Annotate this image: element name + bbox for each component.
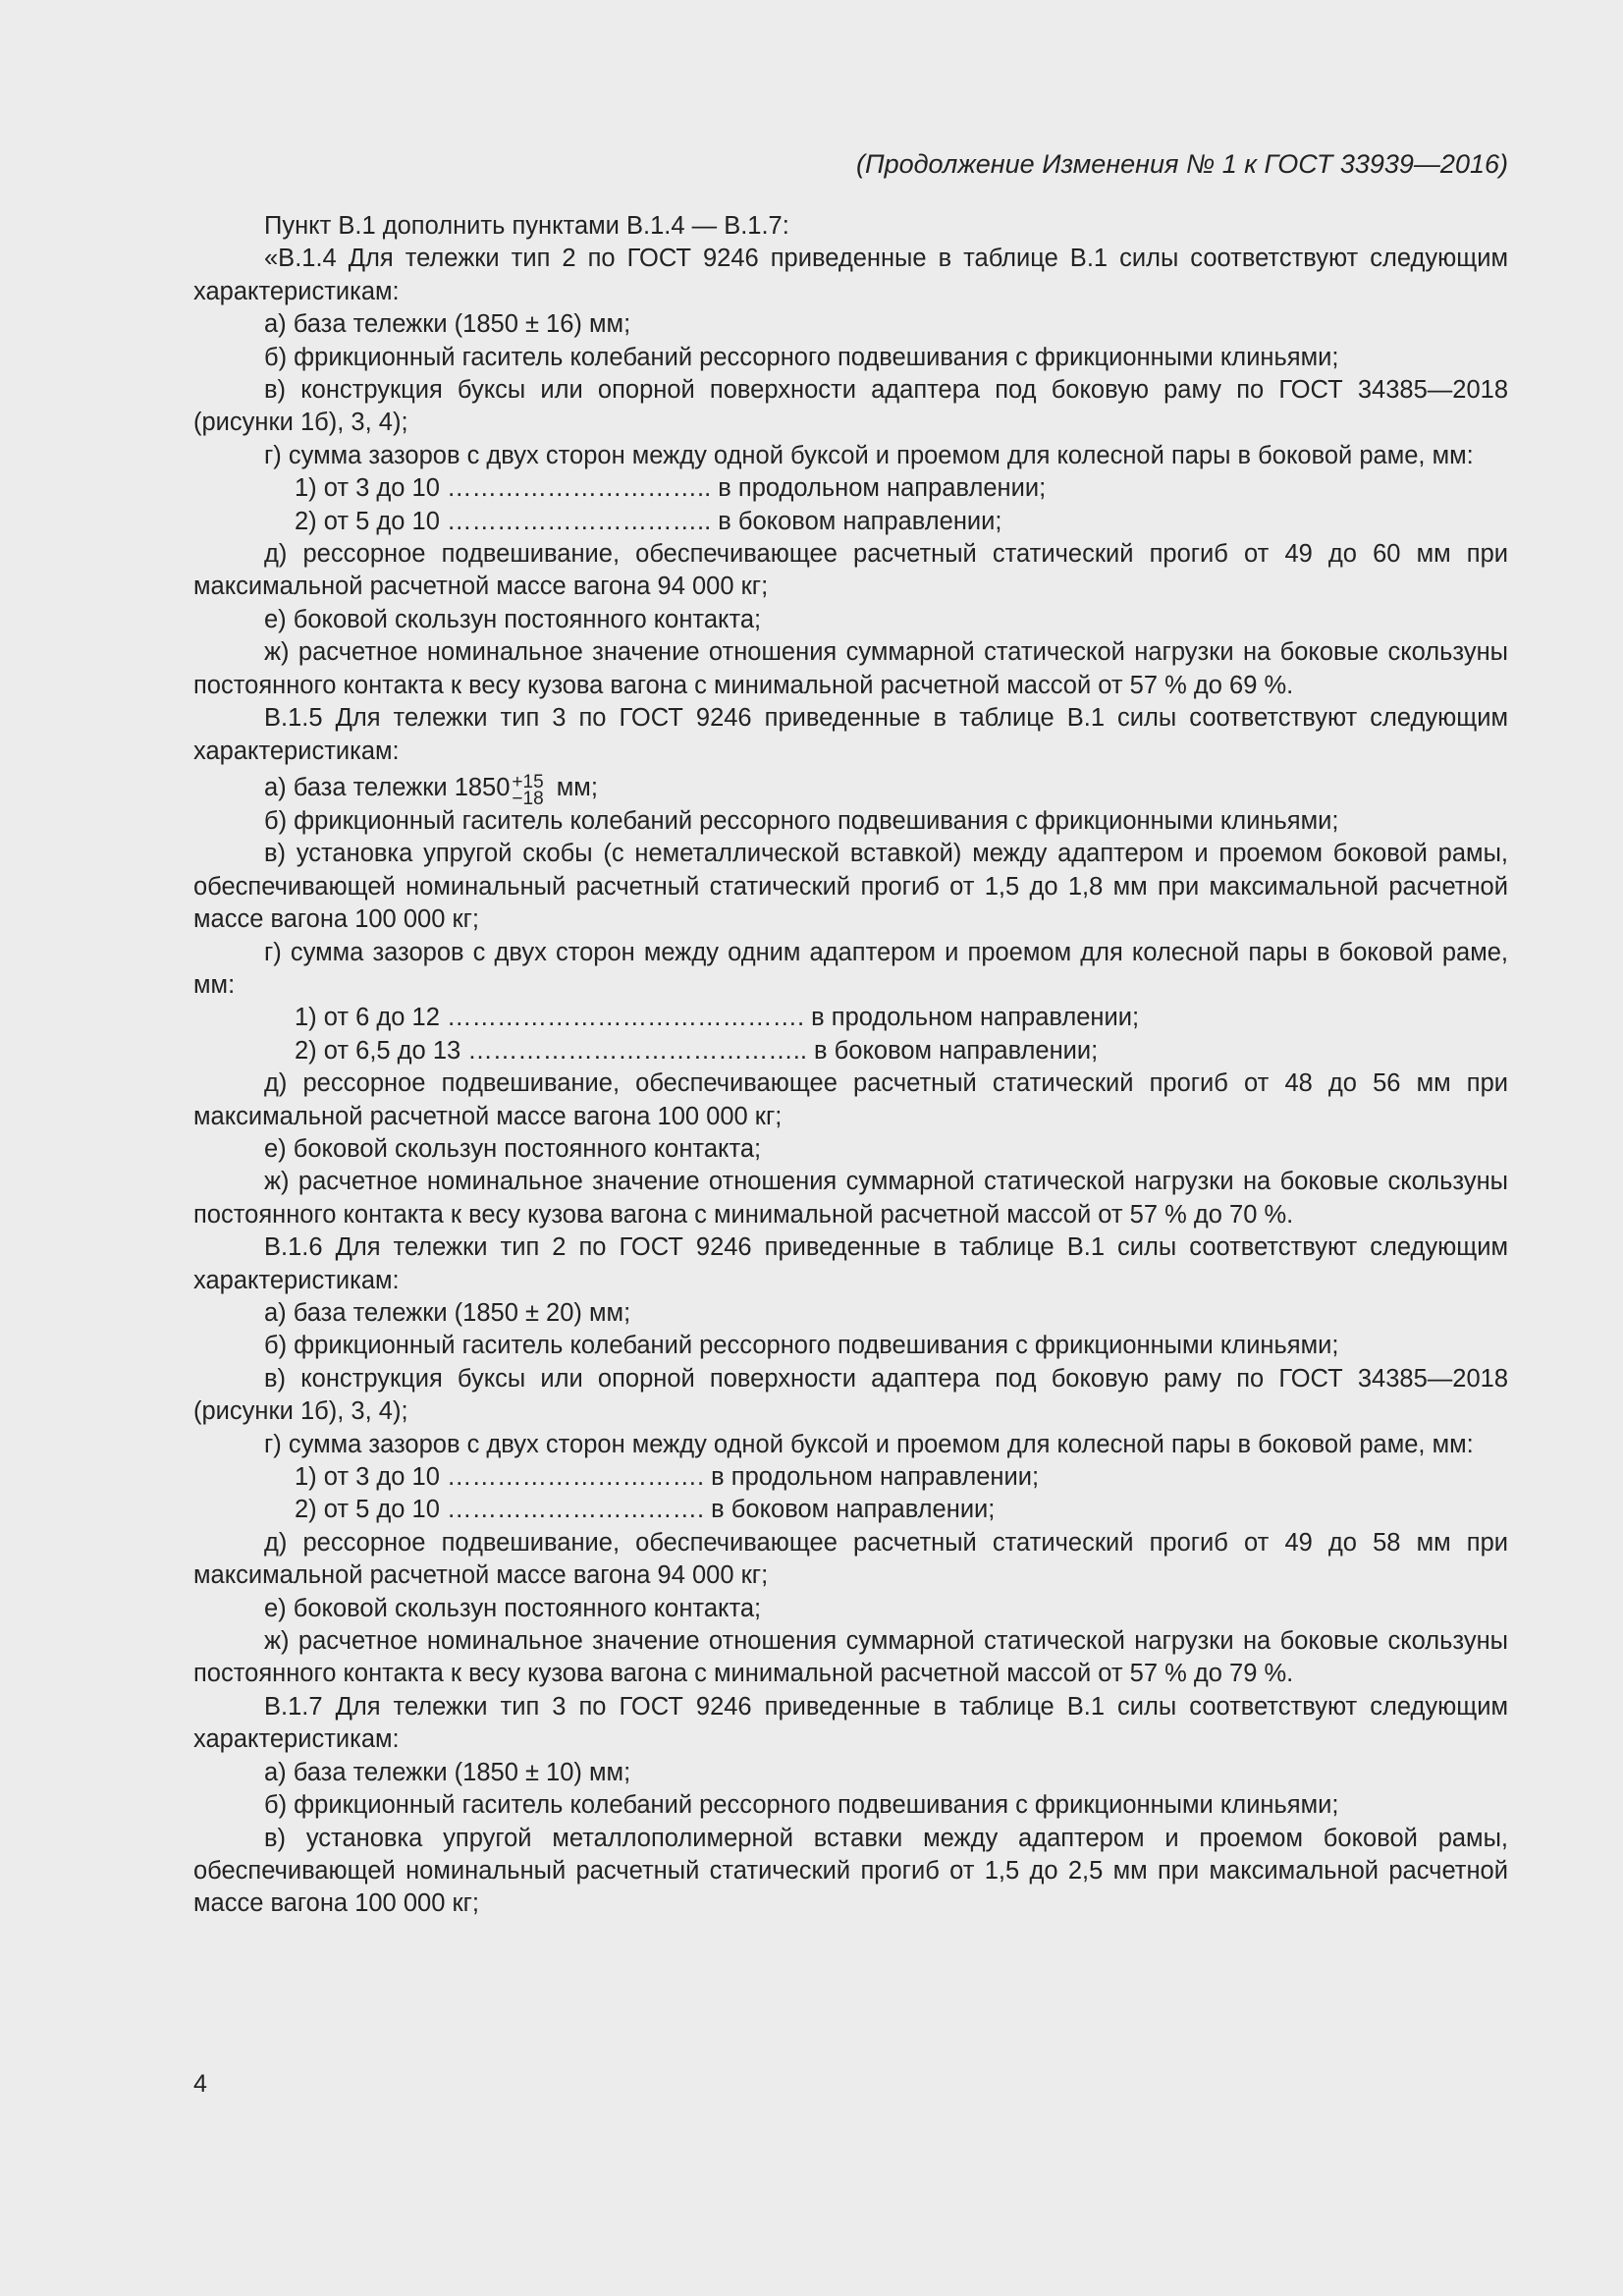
- paragraph: Пункт В.1 дополнить пунктами В.1.4 — В.1.7:: [264, 212, 789, 240]
- paragraph: г) сумма зазоров с двух сторон между одной буксой и проемом для колесной пары в боковой раме, мм:: [264, 1430, 1474, 1458]
- paragraph: ж) расчетное номинальное значение отношения суммарной статической нагрузки на боковые скользуны постоянного контакта к весу кузова вагона с минимальной расчетной массой от 57 % до 79 %.: [193, 1627, 1508, 1688]
- paragraph: д) рессорное подвешивание, обеспечивающее расчетный статический прогиб от 49 до 60 мм при максимальной расчетной массе вагона 94 000 кг;: [193, 540, 1508, 601]
- document-body: [193, 210, 1508, 1921]
- paragraph: в) конструкция буксы или опорной поверхности адаптера под боковую раму по ГОСТ 34385—2018 (рисунки 1б), 3, 4);: [193, 376, 1508, 437]
- paragraph: б) фрикционный гаситель колебаний рессорного подвешивания с фрикционными клиньями;: [264, 806, 1339, 835]
- paragraph: ж) расчетное номинальное значение отношения суммарной статической нагрузки на боковые скользуны постоянного контакта к весу кузова вагона с минимальной расчетной массой от 57 % до 70 %.: [193, 1168, 1508, 1229]
- paragraph: е) боковой скользун постоянного контакта;: [264, 1594, 762, 1622]
- paragraph: в) конструкция буксы или опорной поверхности адаптера под боковую раму по ГОСТ 34385—2018 (рисунки 1б), 3, 4);: [193, 1364, 1508, 1426]
- paragraph: е) боковой скользун постоянного контакта;: [264, 1134, 762, 1163]
- page-number: 4: [193, 2070, 207, 2098]
- paragraph: е) боковой скользун постоянного контакта;: [264, 605, 762, 633]
- paragraph: а) база тележки (1850 ± 20) мм;: [264, 1299, 631, 1327]
- base-tolerance-line: [193, 772, 1508, 807]
- paragraph: а) база тележки (1850 ± 10) мм;: [264, 1758, 631, 1786]
- base-tolerance-prefix: а) база тележки: [264, 773, 448, 801]
- tolerance-lower: −18: [512, 788, 544, 809]
- paragraph: б) фрикционный гаситель колебаний рессорного подвешивания с фрикционными клиньями;: [264, 343, 1339, 371]
- paragraph: г) сумма зазоров с двух сторон между одним адаптером и проемом для колесной пары в боковой раме, мм:: [193, 938, 1508, 999]
- paragraph: г) сумма зазоров с двух сторон между одной буксой и проемом для колесной пары в боковой раме, мм:: [264, 441, 1474, 469]
- list-subitem: 2) от 5 до 10 ………………………….. в боковом направлении;: [295, 507, 1002, 535]
- list-subitem: 1) от 3 до 10 ………………………….. в продольном направлении;: [295, 474, 1047, 503]
- base-tolerance-suffix: мм;: [556, 773, 598, 801]
- list-subitem: 2) от 5 до 10 …………………………. в боковом направлении;: [295, 1496, 996, 1524]
- list-subitem: 1) от 3 до 10 …………………………. в продольном направлении;: [295, 1463, 1040, 1492]
- paragraph: б) фрикционный гаситель колебаний рессорного подвешивания с фрикционными клиньями;: [264, 1791, 1339, 1820]
- tolerance-upper: +15: [512, 771, 544, 793]
- paragraph: в) установка упругой металлополимерной вставки между адаптером и проемом боковой рамы, обеспечивающей номинальный расчетный статический прогиб от 1,5 до 2,5 мм при максимальной расчетной массе вагона 100 000 кг;: [193, 1824, 1508, 1918]
- list-subitem: 2) от 6,5 до 13 ………………………………….. в боковом направлении;: [295, 1036, 1099, 1065]
- paragraph: «В.1.4 Для тележки тип 2 по ГОСТ 9246 приведенные в таблице В.1 силы соответствуют следующим характеристикам:: [193, 245, 1508, 305]
- paragraph: ж) расчетное номинальное значение отношения суммарной статической нагрузки на боковые скользуны постоянного контакта к весу кузова вагона с минимальной расчетной массой от 57 % до 69 %.: [193, 638, 1508, 699]
- paragraph: а) база тележки (1850 ± 16) мм;: [264, 310, 631, 339]
- paragraph: В.1.5 Для тележки тип 3 по ГОСТ 9246 приведенные в таблице В.1 силы соответствуют следующим характеристикам:: [193, 704, 1508, 765]
- paragraph: В.1.6 Для тележки тип 2 по ГОСТ 9246 приведенные в таблице В.1 силы соответствуют следующим характеристикам:: [193, 1233, 1508, 1294]
- base-tolerance-value: 1850: [454, 773, 511, 801]
- paragraph: б) фрикционный гаситель колебаний рессорного подвешивания с фрикционными клиньями;: [264, 1332, 1339, 1360]
- paragraph: д) рессорное подвешивание, обеспечивающее расчетный статический прогиб от 48 до 56 мм при максимальной расчетной массе вагона 100 000 кг;: [193, 1069, 1508, 1130]
- paragraph: В.1.7 Для тележки тип 3 по ГОСТ 9246 приведенные в таблице В.1 силы соответствуют следующим характеристикам:: [193, 1692, 1508, 1754]
- paragraph: д) рессорное подвешивание, обеспечивающее расчетный статический прогиб от 49 до 58 мм при максимальной расчетной массе вагона 94 000 кг;: [193, 1528, 1508, 1590]
- tolerance-fraction: [512, 771, 544, 809]
- paragraph: в) установка упругой скобы (с неметаллической вставкой) между адаптером и проемом боковой рамы, обеспечивающей номинальный расчетный статический прогиб от 1,5 до 1,8 мм при максимальной расчетной массе вагона 100 000 кг;: [193, 840, 1508, 934]
- list-subitem: 1) от 6 до 12 ……………………………………. в продольном направлении;: [295, 1004, 1140, 1032]
- document-header: (Продолжение Изменения № 1 к ГОСТ 33939—2016): [856, 149, 1508, 179]
